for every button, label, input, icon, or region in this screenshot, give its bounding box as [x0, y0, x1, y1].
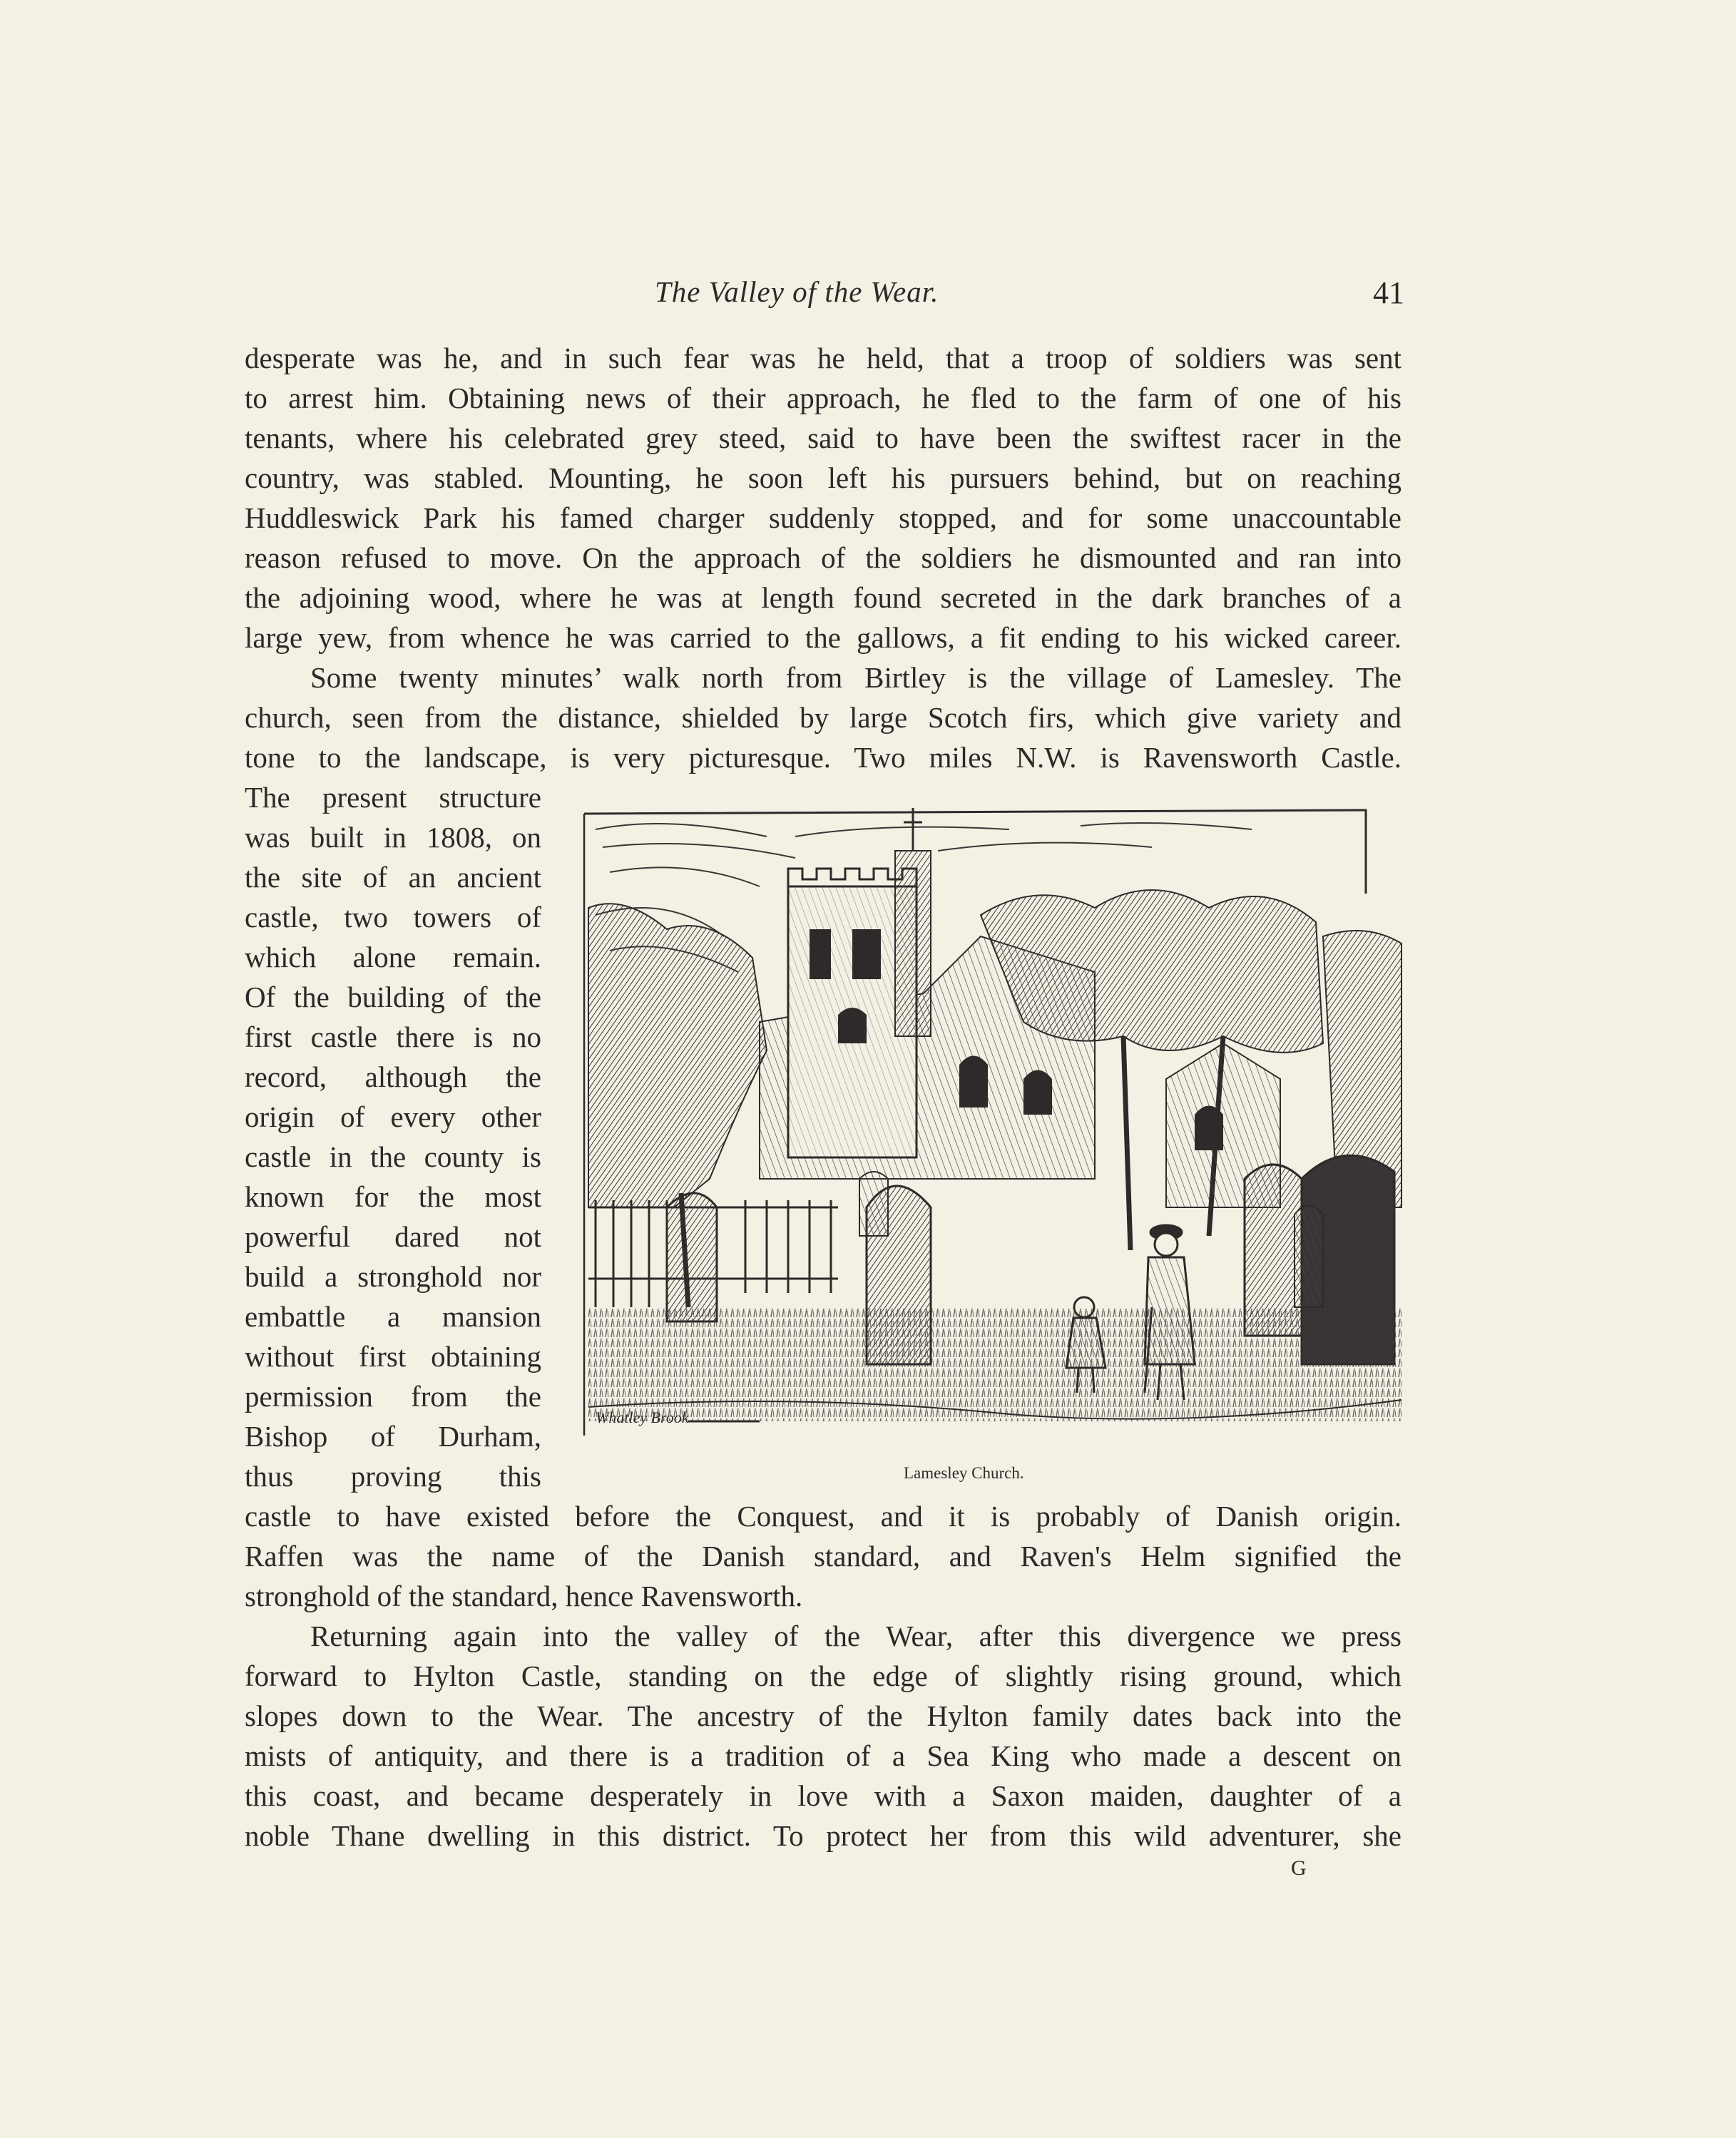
text-line: thus proving this — [245, 1460, 541, 1493]
text-line: Bishop of Durham, — [245, 1420, 541, 1453]
text-line: first castle there is no — [245, 1021, 541, 1053]
text-line: tenants, where his celebrated grey steed, said to have been the swiftest racer in the — [245, 421, 1401, 454]
text-line: The present structure — [245, 781, 541, 814]
text-line: record, although the — [245, 1060, 541, 1093]
running-title: The Valley of the Wear. — [655, 275, 939, 308]
text-line: country, was stabled. Mounting, he soon left his pursuers behind, but on reaching — [245, 461, 1401, 494]
text-line: Returning again into the valley of the Wear, after this divergence we press — [310, 1620, 1401, 1652]
text-line: this coast, and became desperately in love with a Saxon maiden, daughter of a — [245, 1779, 1401, 1812]
text-line: powerful dared not — [245, 1220, 541, 1253]
text-line: castle in the county is — [245, 1140, 541, 1173]
text-line: the adjoining wood, where he was at length found secreted in the dark branches of a — [245, 581, 1401, 614]
text-line: which alone remain. — [245, 941, 541, 973]
text-line: castle to have existed before the Conquest, and it is probably of Danish origin. — [245, 1500, 1401, 1533]
text-line: known for the most — [245, 1180, 541, 1213]
text-line: build a stronghold nor — [245, 1260, 541, 1293]
text-line: large yew, from whence he was carried to the gallows, a fit ending to his wicked career. — [245, 621, 1401, 654]
text-line: origin of every other — [245, 1100, 541, 1133]
text-line: Some twenty minutes’ walk north from Birtley is the village of Lamesley. The — [310, 661, 1401, 694]
text-line: to arrest him. Obtaining news of their approach, he fled to the farm of one of his — [245, 382, 1401, 414]
text-line: castle, two towers of — [245, 901, 541, 934]
text-line: Raffen was the name of the Danish standard, and Raven's Helm signified the — [245, 1540, 1401, 1572]
text-line: noble Thane dwelling in this district. To protect her from this wild adventurer, she — [245, 1819, 1401, 1852]
text-line: slopes down to the Wear. The ancestry of the Hylton family dates back into the — [245, 1699, 1401, 1732]
page-number: 41 — [1373, 275, 1404, 310]
text-line: Huddleswick Park his famed charger suddenly stopped, and for some unaccountable — [245, 501, 1401, 534]
artist-signature: Whatley Brook — [596, 1408, 689, 1426]
text-line: permission from the — [245, 1380, 541, 1413]
text-line: church, seen from the distance, shielded by large Scotch firs, which give variety and — [245, 701, 1401, 734]
text-line: the site of an ancient — [245, 861, 541, 894]
text-line: embattle a mansion — [245, 1300, 541, 1333]
text-line: desperate was he, and in such fear was he held, that a troop of soldiers was sent — [245, 342, 1401, 374]
church-illustration — [581, 808, 1405, 1455]
text-line: without first obtaining — [245, 1340, 541, 1373]
text-line: reason refused to move. On the approach of the soldiers he dismounted and ran into — [245, 541, 1401, 574]
text-line: stronghold of the standard, hence Ravensworth. — [245, 1580, 803, 1612]
text-line: Of the building of the — [245, 981, 541, 1013]
text-line: was built in 1808, on — [245, 821, 541, 854]
text-line: mists of antiquity, and there is a tradition of a Sea King who made a descent on — [245, 1739, 1401, 1772]
text-line: tone to the landscape, is very picturesque. Two miles N.W. is Ravensworth Castle. — [245, 741, 1401, 774]
figure-caption: Lamesley Church. — [904, 1464, 1024, 1482]
printer-signature-mark: G — [1291, 1856, 1307, 1880]
text-line: forward to Hylton Castle, standing on the edge of slightly rising ground, which — [245, 1659, 1401, 1692]
